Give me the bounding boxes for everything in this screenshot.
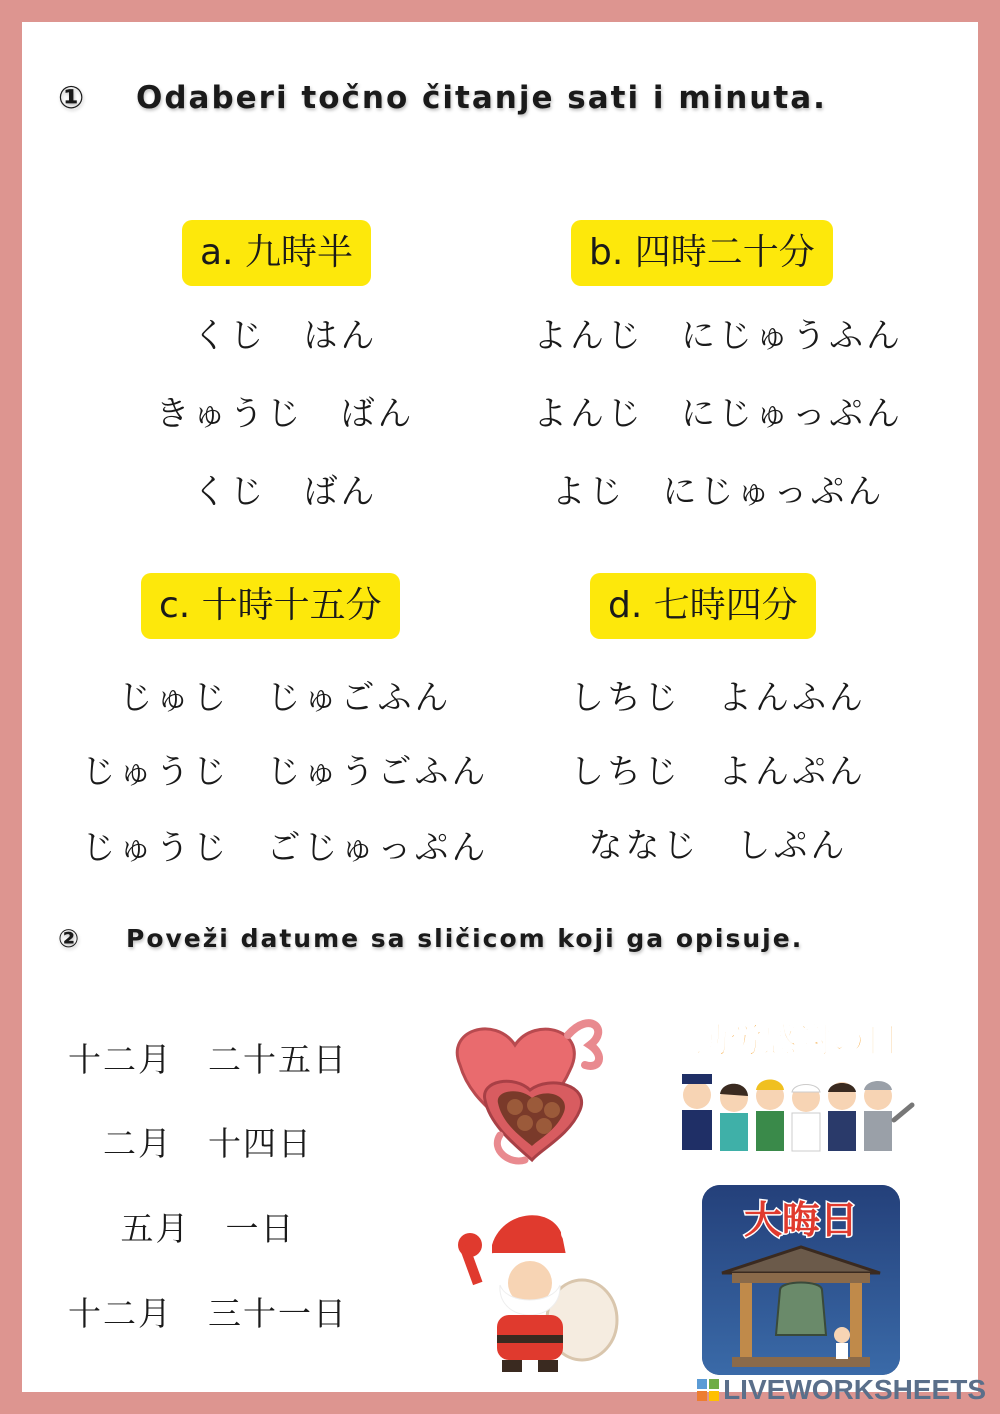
liveworksheets-logo-icon <box>697 1379 719 1401</box>
section1-heading <box>58 80 827 116</box>
question-b-option-2[interactable]: よんじ にじゅっぷん <box>533 394 903 434</box>
question-d-option-1[interactable]: しちじ よんふん <box>570 678 866 718</box>
footer-brand[interactable] <box>697 1372 986 1408</box>
question-c-option-1[interactable]: じゅじ じゅごふん <box>118 678 452 718</box>
question-a-option-3[interactable]: くじ ばん <box>192 472 378 512</box>
date-item-4[interactable]: 十二月 三十一日 <box>68 1294 348 1333</box>
question-a-label: a. 九時半 <box>182 220 371 286</box>
question-d-option-3[interactable]: ななじ しぷん <box>588 826 848 866</box>
labor-day-text: 勤労感謝の日 <box>695 1021 899 1061</box>
valentine-chocolate-image[interactable] <box>440 1010 620 1170</box>
section1-number: ① <box>58 80 87 116</box>
workers-icon <box>682 1074 912 1151</box>
section2-number: ② <box>58 924 82 953</box>
question-c-option-2[interactable]: じゅうじ じゅうごふん <box>81 752 489 792</box>
question-d-option-2[interactable]: しちじ よんぷん <box>570 752 866 792</box>
question-d-label: d. 七時四分 <box>590 573 816 639</box>
question-a-option-2[interactable]: きゅうじ ばん <box>155 394 415 434</box>
question-b-label: b. 四時二十分 <box>571 220 833 286</box>
question-b-option-1[interactable]: よんじ にじゅうふん <box>533 316 903 356</box>
section1-title: Odaberi točno čitanje sati i minuta. <box>136 80 827 116</box>
question-c-option-3[interactable]: じゅうじ ごじゅっぷん <box>81 828 489 868</box>
footer-brand-text: LIVEWORKSHEETS <box>723 1374 986 1405</box>
new-years-eve-text: 大晦日 <box>743 1198 859 1242</box>
date-item-3[interactable]: 五月 一日 <box>120 1209 296 1248</box>
date-item-2[interactable]: 二月 十四日 <box>103 1124 313 1163</box>
question-b-option-3[interactable]: よじ にじゅっぷん <box>551 472 885 512</box>
question-c-label: c. 十時十五分 <box>141 573 400 639</box>
new-years-eve-image[interactable] <box>702 1185 900 1375</box>
date-item-1[interactable]: 十二月 二十五日 <box>68 1040 348 1079</box>
section2-title: Poveži datume sa sličicom koji ga opisuje. <box>126 924 804 953</box>
labor-thanksgiving-image[interactable] <box>672 1010 922 1160</box>
section2-heading <box>58 924 803 953</box>
question-a-option-1[interactable]: くじ はん <box>192 316 378 356</box>
santa-claus-image[interactable] <box>452 1205 622 1375</box>
